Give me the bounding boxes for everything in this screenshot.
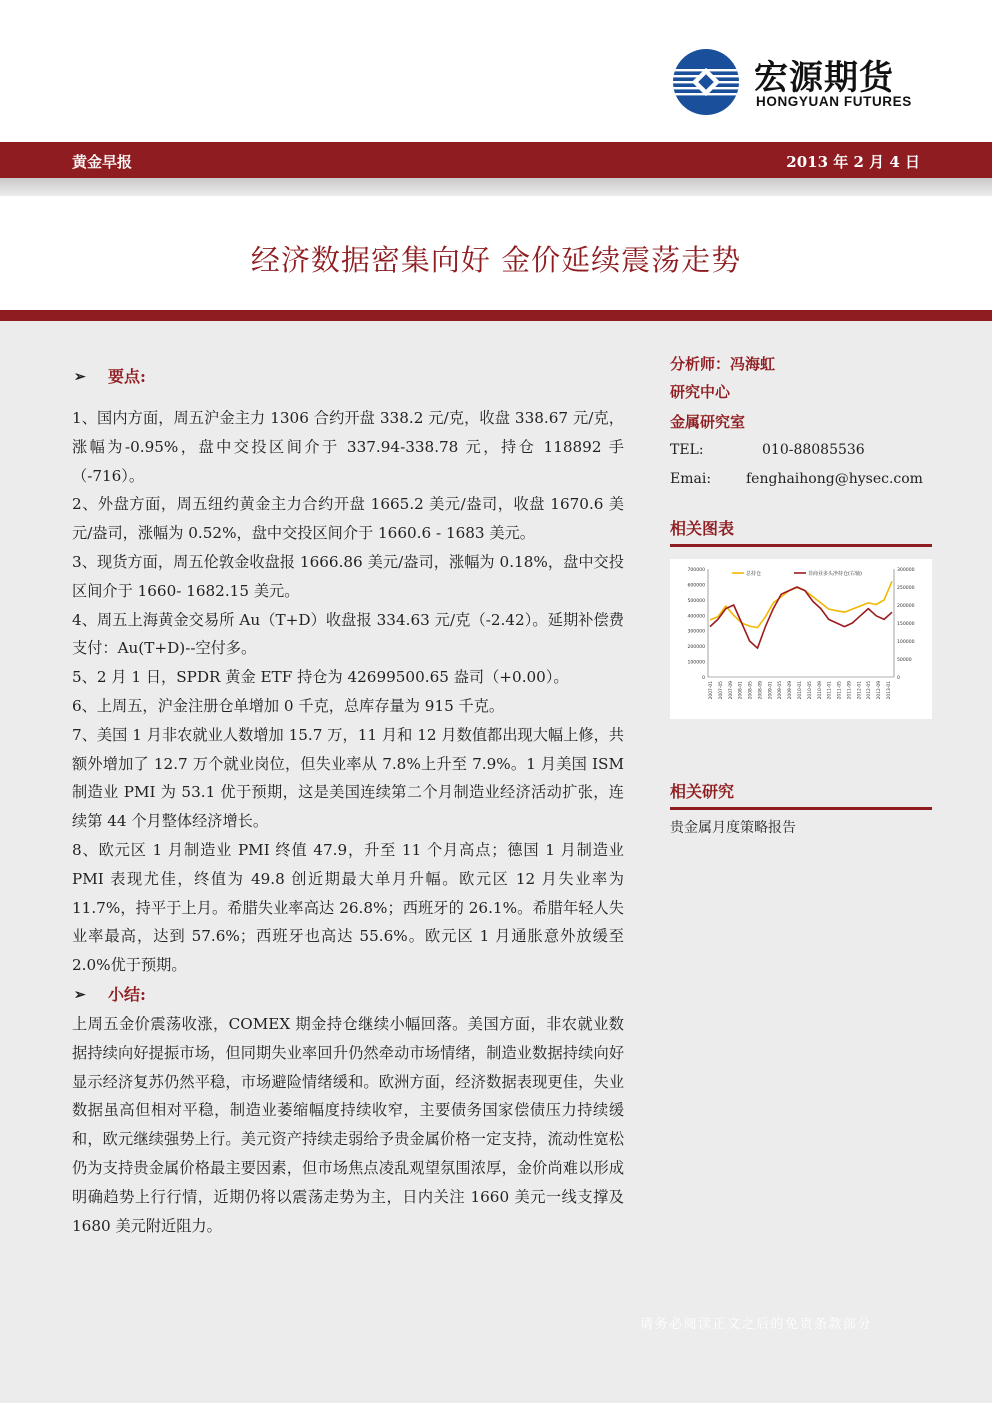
logo-text-cn: 宏源期货 [754, 58, 894, 98]
point-item: 8、欧元区 1 月制造业 PMI 终值 47.9，升至 11 个月高点；德国 1 月制造业 PMI 表现尤佳，终值为 49.8 创近期最大单月升幅。欧元区 12 月失业率为 11.7%，持平于上月。希腊失业率高达 26.8%；西班牙的 26.1%。希腊年轻人失业率最高，达到 57.6%；西班牙也高达 55.6%。欧元区 1 月通胀意外放缓至 2.0%优于预期。 [72, 840, 624, 975]
related-research-heading: 相关研究 [670, 777, 932, 810]
point-item: 4、周五上海黄金交易所 Au（T+D）收盘报 334.63 元/克（-2.42）。延期补偿费支付：Au(T+D)--空付多。 [72, 610, 624, 658]
chart-x-tick-label: 2009-01 [768, 681, 774, 700]
header-band [0, 142, 992, 178]
email-row [670, 465, 932, 494]
point-item: 2、外盘方面，周五纽约黄金主力合约开盘 1665.2 美元/盎司，收盘 1670.6 美元/盎司，涨幅为 0.52%，盘中交投区间介于 1660.6 - 1683 美元。 [72, 495, 624, 543]
email-value: fenghaihong@hysec.com [746, 471, 923, 487]
chart-x-tick-label: 2010-01 [798, 681, 803, 700]
point-item: 1、国内方面，周五沪金主力 1306 合约开盘 338.2 元/克，收盘 338.67 元/克，涨幅为-0.95%，盘中交投区间介于 337.94-338.78 元，持仓 118892 手（-716）。 [72, 409, 624, 485]
chart-right-tick-label: 0 [897, 676, 900, 681]
chart-x-tick-label: 2009-05 [778, 681, 784, 700]
summary-text: 上周五金价震荡收涨，COMEX 期金持仓继续小幅回落。美国方面，非农就业数据持续向好提振市场，但同期失业率回升仍然牵动市场情绪，制造业数据持续向好显示经济复苏仍然平稳，市场避险情绪缓和。欧洲方面，经济数据表现更佳，失业数据虽高但相对平稳，制造业萎缩幅度持续收窄，主要债务国家偿债压力持续缓和，欧元继续强势上行。美元资产持续走弱给予贵金属价格一定支持，流动性宽松仍为支持贵金属价格最主要因素，但市场焦点凌乱观望氛围浓厚，金价尚难以形成明确趋势上行行情，近期仍将以震荡走势为主，日内关注 1660 美元一线支撑及 1680 美元附近阻力。 [72, 1014, 624, 1235]
position-chart [670, 559, 932, 719]
arrow-bullet-icon: ➢ [74, 368, 86, 385]
points-heading [72, 362, 624, 392]
chart-right-tick-label: 250000 [897, 586, 915, 591]
chart-svg [670, 559, 932, 719]
hongyuan-logo-icon [672, 48, 740, 116]
chart-x-tick-label: 2007-09 [728, 681, 734, 700]
chart-right-tick-label: 100000 [897, 640, 915, 645]
chart-x-tick-label: 2008-05 [748, 681, 754, 700]
summary-heading [72, 980, 624, 1010]
analyst-name: 分析师：冯海虹 [670, 355, 776, 373]
point-item: 3、现货方面，周五伦敦金收盘报 1666.86 美元/盎司，涨幅为 0.18%，盘中交投区间介于 1660- 1682.15 美元。 [72, 552, 624, 600]
chart-left-tick-label: 500000 [687, 598, 705, 604]
chart-left-tick-label: 100000 [687, 660, 705, 666]
related-research-link[interactable]: 贵金属月度策略报告 [670, 820, 796, 836]
chart-x-tick-label: 2013-01 [887, 681, 892, 700]
chart-series-line-1 [710, 587, 892, 648]
chart-left-tick-label: 200000 [687, 645, 705, 651]
point-item: 7、美国 1 月非农就业人数增加 15.7 万，11 月和 12 月数值都出现大幅上修，共额外增加了 12.7 万个就业岗位，但失业率从 7.8%上升至 7.9%。1 月美国 ISM 制造业 PMI 为 53.1 优于预期，这是美国连续第二个月制造业经济活动扩张，连续第 44 个月整体经济增长。 [72, 725, 624, 831]
chart-legend-label: 总持仓 [746, 571, 762, 577]
chart-left-tick-label: 600000 [687, 583, 705, 589]
chart-right-tick-label: 50000 [897, 658, 912, 663]
summary-heading-label: 小结: [108, 984, 146, 1004]
chart-left-tick-label: 300000 [687, 629, 705, 635]
title-divider [0, 310, 992, 321]
chart-left-tick-label: 0 [702, 676, 705, 681]
chart-left-tick-label: 400000 [687, 614, 705, 620]
tel-row [670, 436, 932, 465]
chart-right-tick-label: 300000 [897, 568, 915, 573]
report-date: 2013 年 2 月 4 日 [786, 153, 920, 171]
tel-label: TEL: [670, 442, 704, 458]
company-logo [672, 46, 932, 118]
chart-x-tick-label: 2007-05 [718, 681, 724, 700]
related-charts-heading: 相关图表 [670, 514, 932, 547]
chart-x-tick-label: 2009-09 [788, 681, 794, 700]
points-heading-label: 要点: [108, 366, 146, 386]
chart-right-tick-label: 200000 [897, 604, 915, 609]
chart-x-tick-label: 2010-09 [817, 681, 823, 700]
disclaimer-note: 请务必阅读正文之后的免责条款部分 [640, 1317, 873, 1332]
main-column [72, 362, 624, 1240]
sidebar [670, 350, 932, 842]
chart-x-tick-label: 2012-05 [867, 681, 873, 700]
chart-x-tick-label: 2012-01 [857, 681, 863, 700]
research-center: 研究中心 [670, 383, 731, 401]
chart-x-tick-label: 2011-09 [847, 681, 853, 700]
report-title: 经济数据密集向好 金价延续震荡走势 [250, 243, 742, 277]
chart-x-tick-label: 2007-01 [709, 681, 714, 700]
chart-x-tick-label: 2008-09 [758, 681, 764, 700]
department: 金属研究室 [670, 413, 746, 431]
header-shadow [0, 178, 992, 196]
logo-text-en: HONGYUAN FUTURES [756, 94, 912, 109]
chart-x-tick-label: 2011-05 [837, 681, 843, 700]
chart-x-tick-label: 2010-05 [807, 681, 813, 700]
point-item: 6、上周五，沪金注册仓单增加 0 千克，总库存量为 915 千克。 [72, 696, 505, 715]
chart-x-tick-label: 2008-01 [738, 681, 744, 700]
chart-x-tick-label: 2012-09 [877, 681, 883, 700]
chart-left-tick-label: 700000 [687, 568, 705, 573]
arrow-bullet-icon: ➢ [74, 986, 86, 1003]
chart-right-tick-label: 150000 [897, 622, 915, 627]
chart-legend-label: 非商业多头净持仓(右轴) [808, 571, 862, 577]
point-item: 5、2 月 1 日，SPDR 黄金 ETF 持仓为 42699500.65 盎司（+0.00）。 [72, 668, 569, 687]
report-type: 黄金早报 [72, 153, 133, 171]
tel-value: 010-88085536 [762, 442, 865, 458]
chart-x-tick-label: 2011-01 [827, 681, 833, 700]
email-label: Emai: [670, 471, 712, 487]
